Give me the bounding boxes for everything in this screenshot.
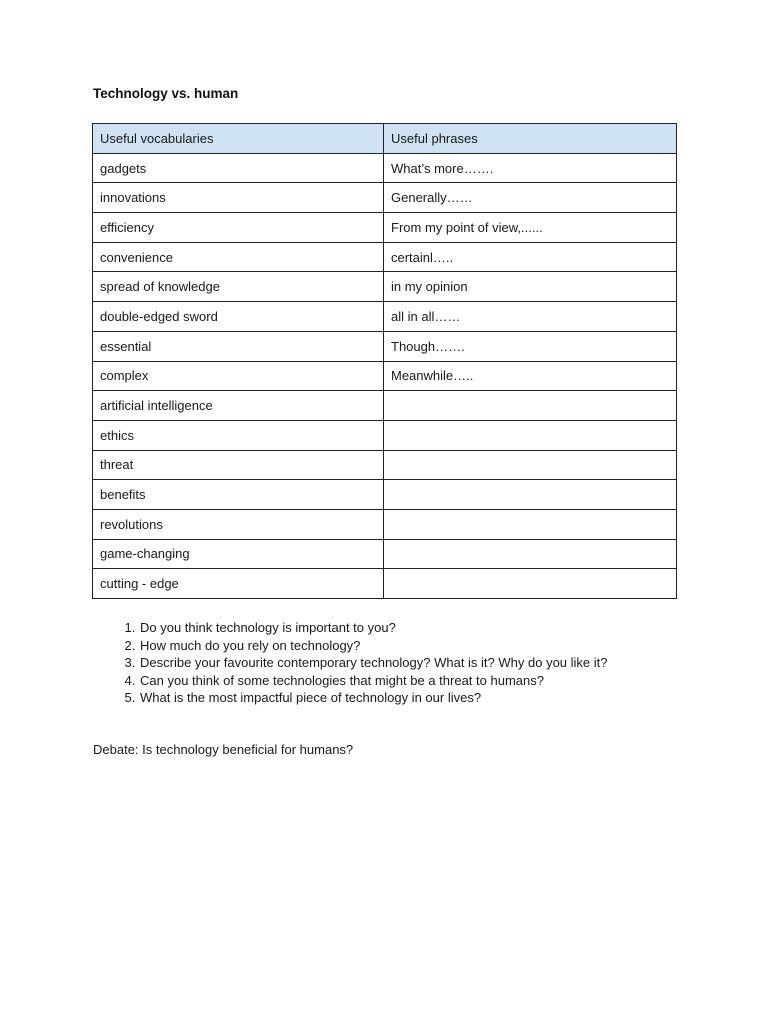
table-row <box>93 153 677 183</box>
phrase-cell <box>384 480 677 510</box>
vocabulary-table <box>92 123 677 599</box>
phrase-cell <box>384 509 677 539</box>
vocabulary-table-body <box>93 153 677 598</box>
vocabulary-cell: ethics <box>93 420 384 450</box>
vocabulary-cell: gadgets <box>93 153 384 183</box>
phrase-cell <box>384 450 677 480</box>
header-phrases: Useful phrases <box>384 124 677 154</box>
vocabulary-cell: cutting - edge <box>93 569 384 599</box>
vocabulary-cell: double-edged sword <box>93 302 384 332</box>
table-row <box>93 480 677 510</box>
vocabulary-cell: spread of knowledge <box>93 272 384 302</box>
table-row <box>93 361 677 391</box>
document-title: Technology vs. human <box>93 86 239 101</box>
table-row <box>93 509 677 539</box>
debate-prompt: Debate: Is technology beneficial for humans? <box>93 742 354 757</box>
table-row <box>93 183 677 213</box>
vocabulary-cell: threat <box>93 450 384 480</box>
vocabulary-cell: efficiency <box>93 213 384 243</box>
phrase-cell: From my point of view,...... <box>384 213 677 243</box>
phrase-cell <box>384 539 677 569</box>
table-row <box>93 272 677 302</box>
table-row <box>93 450 677 480</box>
questions-list <box>107 619 739 707</box>
table-row <box>93 569 677 599</box>
question-item: 3. Describe your favourite contemporary technology? What is it? Why do you like it? <box>139 654 739 672</box>
phrase-cell: certainl….. <box>384 242 677 272</box>
phrase-cell: Meanwhile….. <box>384 361 677 391</box>
question-item: 2. How much do you rely on technology? <box>139 637 739 655</box>
table-row <box>93 539 677 569</box>
vocabulary-cell: benefits <box>93 480 384 510</box>
question-item: 5. What is the most impactful piece of technology in our lives? <box>139 689 739 707</box>
header-vocabularies: Useful vocabularies <box>93 124 384 154</box>
vocabulary-cell: complex <box>93 361 384 391</box>
vocabulary-cell: revolutions <box>93 509 384 539</box>
table-row <box>93 302 677 332</box>
table-row <box>93 331 677 361</box>
vocabulary-cell: innovations <box>93 183 384 213</box>
vocabulary-cell: essential <box>93 331 384 361</box>
vocabulary-cell: convenience <box>93 242 384 272</box>
vocabulary-cell: artificial intelligence <box>93 391 384 421</box>
phrase-cell: What’s more……. <box>384 153 677 183</box>
table-row <box>93 242 677 272</box>
question-item: 4. Can you think of some technologies that might be a threat to humans? <box>139 672 739 690</box>
phrase-cell: in my opinion <box>384 272 677 302</box>
phrase-cell: Though……. <box>384 331 677 361</box>
table-row <box>93 213 677 243</box>
phrase-cell <box>384 420 677 450</box>
phrase-cell: all in all…… <box>384 302 677 332</box>
phrase-cell <box>384 569 677 599</box>
table-row <box>93 420 677 450</box>
vocabulary-cell: game-changing <box>93 539 384 569</box>
question-item: 1. Do you think technology is important to you? <box>139 619 739 637</box>
table-header-row <box>93 124 677 154</box>
phrase-cell: Generally…… <box>384 183 677 213</box>
phrase-cell <box>384 391 677 421</box>
table-row <box>93 391 677 421</box>
